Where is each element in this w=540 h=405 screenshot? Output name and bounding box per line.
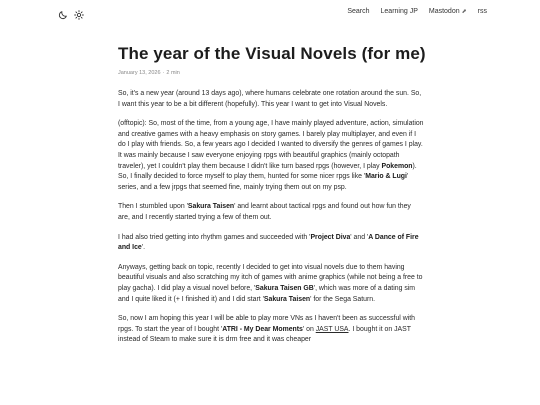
- post-date: January 13, 2026: [118, 70, 161, 76]
- inline-link[interactable]: JAST USA: [315, 325, 349, 333]
- nav-learning-jp[interactable]: [381, 8, 418, 15]
- nav-mastodon[interactable]: [429, 8, 467, 15]
- bold-text: Sakura Taisen GB: [255, 284, 314, 292]
- external-link-icon: ⬈: [461, 9, 467, 15]
- nav-rss-label: rss: [477, 8, 487, 15]
- nav-rss[interactable]: [478, 8, 487, 15]
- paragraph-text: ' series, and a few jrpgs that seemed fine, mainly trying them out on my psp.: [118, 173, 409, 191]
- paragraph-text: ' and ': [350, 233, 369, 241]
- bold-text: A Dance of Fire and Ice: [118, 233, 419, 252]
- bold-text: ATRI - My Dear Moments: [222, 325, 303, 333]
- paragraph-text: . I bought it on JAST instead of Steam to make sure it is drm free and it was cheaper: [118, 325, 411, 344]
- paragraph-text: ' and learnt about tactical rpgs and found out how fun they are, and I recently started trying a few of them out.: [118, 203, 411, 221]
- bold-text: Mario & Lugi: [365, 173, 407, 181]
- theme-toggle: [58, 7, 84, 17]
- paragraph-text: I had also tried getting into rhythm games and succeeded with ': [118, 233, 311, 241]
- post-paragraph: [118, 233, 424, 254]
- post-title: The year of the Visual Novels (for me): [118, 44, 426, 63]
- post-read-time: 2 min: [166, 70, 180, 76]
- nav-mastodon-label: Mastodon: [428, 8, 460, 15]
- nav-search-label: Search: [347, 8, 370, 15]
- paragraph-text: So, now I am hoping this year I will be able to play more VNs as I haven't been as successful with rpgs. To start the year of I bought ': [118, 315, 415, 333]
- bold-text: Pokemon: [381, 162, 413, 170]
- top-bar: [0, 0, 540, 24]
- paragraph-text: ). So, I finally decided to force myself to play them, hunted for some nicer rpgs like ': [118, 162, 417, 181]
- post-paragraph: [118, 89, 424, 110]
- post-paragraph: [118, 314, 424, 346]
- paragraph-text: ', which was more of a dating sim and I quite liked it (+ I finished it) and I did start ': [118, 284, 416, 303]
- paragraph-text: '.: [141, 244, 145, 252]
- post-content: [118, 89, 424, 346]
- post: [118, 44, 424, 355]
- paragraph-text: Anyways, getting back on topic, recently I decided to get into visual novels due to them having beautiful visuals and also scratching my itch of games with anime graphics (while not being a free to play gacha). I did play a visual novel before, ': [118, 263, 423, 292]
- paragraph-text: ' on: [302, 325, 316, 333]
- paragraph-text: ' for the Sega Saturn.: [310, 295, 376, 303]
- bold-text: Sakura Taisen: [187, 203, 235, 211]
- bold-text: Sakura Taisen: [263, 295, 311, 303]
- meta-separator: ·: [162, 70, 165, 76]
- paragraph-text: Then I stumbled upon ': [118, 203, 188, 211]
- sun-icon[interactable]: [74, 7, 84, 17]
- moon-icon[interactable]: [58, 7, 68, 17]
- post-meta: [118, 70, 424, 76]
- main-nav: [347, 8, 487, 15]
- paragraph-text: So, it's a new year (around 13 days ago), where humans celebrate one rotation around the sun. So, I want this year to be a bit different (hopefully). This year I want to get into Visual Novels.: [118, 90, 422, 108]
- post-paragraph: [118, 202, 424, 223]
- post-paragraph: [118, 263, 424, 305]
- post-paragraph: [118, 119, 424, 193]
- paragraph-text: (offtopic): So, most of the time, from a young age, I have mainly played adventure, action, simulation and creative games with a heavy emphasis on story games. I barely play multiplayer, and even if I do I play with friends. So, a few years ago I decided I wanted to diversify the genres of games I play. It was mainly because I saw everyone enjoying rpgs with beautiful graphics (mainly octopath traveler), yet I couldn't play them because I didn't like turn based rpgs (however, I play: [118, 120, 424, 170]
- nav-learning-jp-label: Learning JP: [380, 8, 418, 15]
- bold-text: Project Diva: [310, 233, 351, 241]
- nav-search[interactable]: [347, 8, 369, 15]
